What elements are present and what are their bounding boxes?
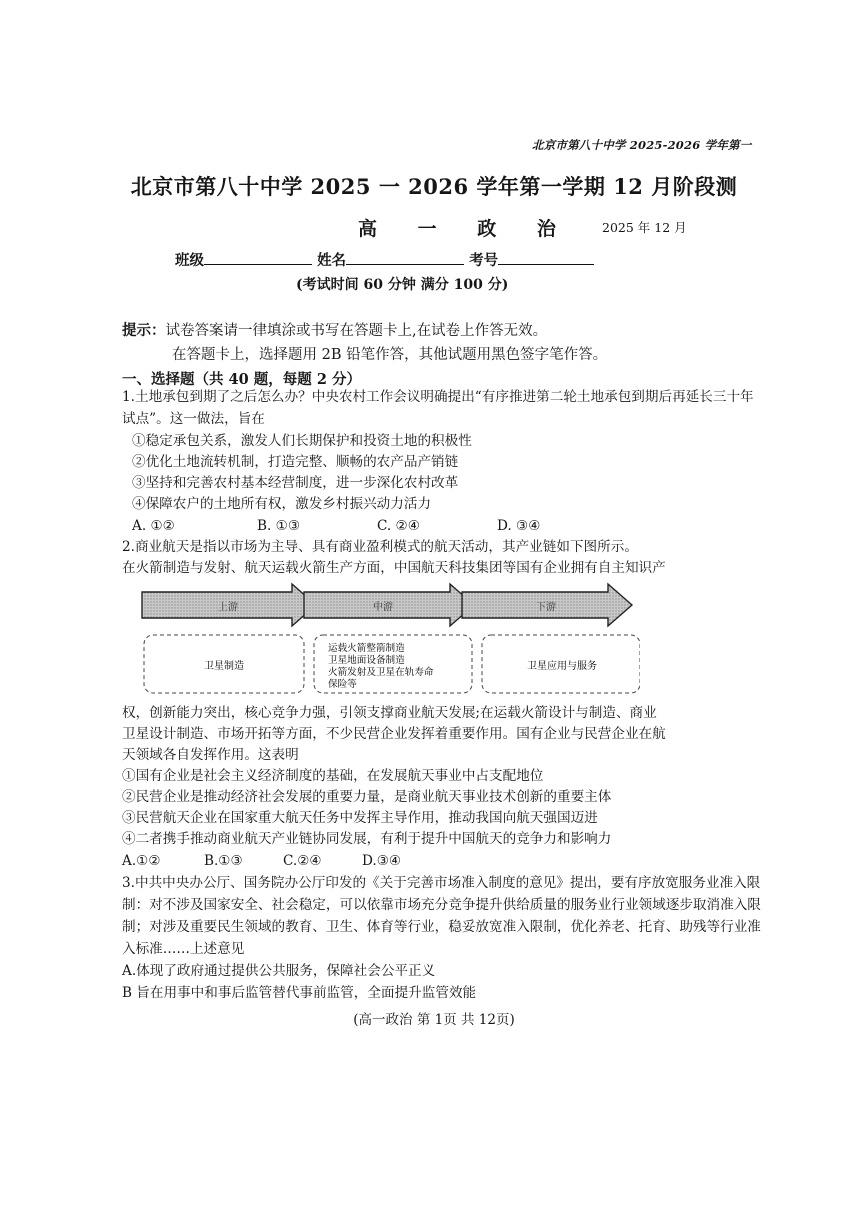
- tip-line-1: 提示：试卷答案请一律填涂或书写在答题卡上,在试卷上作答无效。: [122, 322, 548, 339]
- q1-stem-line-2: 试点”。这一做法，旨在: [122, 411, 265, 427]
- tip-line-2: 在答题卡上，选择题用 2B 铅笔作答，其他试题用黑色签字笔作答。: [172, 347, 608, 363]
- q3-stem-line: 制；对涉及重要民生领域的教育、卫生、体育等行业，稳妥放宽准入限制，优化养老、托育、助残等行业准: [122, 919, 761, 935]
- q2-stem-line-2: 在火箭制造与发射、航天运载火箭生产方面，中国航天科技集团等国有企业拥有自主知识产: [122, 560, 666, 576]
- q1-item: ④保障农户的土地所有权，激发乡村振兴动力活力: [132, 496, 432, 512]
- name-label: 姓名: [317, 252, 347, 269]
- midstream-box-text: 保险等: [328, 679, 357, 690]
- q1-item: ②优化土地流转机制，打造完整、顺畅的农产品产销链: [132, 454, 459, 470]
- stage-label-downstream: 下游: [536, 602, 556, 613]
- page-footer: (高一政治 第 1页 共 12页): [353, 1012, 515, 1028]
- q2-option-b: B.①③: [204, 853, 243, 869]
- midstream-box-text: 火箭发射及卫星在轨寿命: [328, 667, 434, 678]
- q1-option-b: B. ①③: [257, 518, 301, 534]
- midstream-box-text: 卫星地面设备制造: [328, 655, 405, 666]
- upstream-box-text: 卫星制造: [204, 661, 244, 672]
- midstream-box-text: 运载火箭整箭制造: [328, 643, 405, 654]
- stage-label-upstream: 上游: [218, 602, 238, 613]
- q2-text-line: 天领域各自发挥作用。这表明: [122, 747, 299, 763]
- q1-option-c: C. ②④: [377, 518, 420, 534]
- section-title: 一、选择题（共 40 题，每题 2 分）: [122, 371, 361, 388]
- q1-option-d: D. ③④: [497, 518, 541, 534]
- q2-item: ④二者携手推动商业航天产业链协同发展，有利于提升中国航天的竞争力和影响力: [122, 831, 612, 847]
- running-header: 北京市第八十中学 2025-2026 学年第一: [532, 138, 752, 152]
- tip-label: 提示：: [122, 322, 166, 339]
- exam-date: 2025 年 12 月: [602, 220, 687, 235]
- q1-item: ①稳定承包关系，激发人们长期保护和投资土地的积极性: [132, 433, 472, 449]
- q2-text-line: 权，创新能力突出，核心竞争力强，引领支撑商业航天发展;在运载火箭设计与制造、商业: [122, 705, 657, 721]
- q1-option-a: A. ①②: [132, 518, 175, 534]
- q2-item: ②民营企业是推动经济社会发展的重要力量，是商业航天事业技术创新的重要主体: [122, 789, 612, 805]
- exam-info: (考试时间 60 分钟 满分 100 分): [296, 277, 509, 293]
- q3-option-b: B 旨在用事中和事后监管替代事前监管，全面提升监管效能: [122, 985, 477, 1001]
- class-blank: [204, 250, 312, 265]
- q2-item: ①国有企业是社会主义经济制度的基础，在发展航天事业中占支配地位: [122, 768, 544, 784]
- exam-title: 北京市第八十中学 2025 一 2026 学年第一学期 12 月阶段测: [130, 174, 738, 199]
- q3-stem-line: 入标准……上述意见: [122, 941, 245, 957]
- industry-chain-diagram: [120, 580, 640, 702]
- q2-option-d: D.③④: [362, 853, 402, 869]
- q2-item: ③民营航天企业在国家重大航天任务中发挥主导作用，推动我国向航天强国迈进: [122, 810, 598, 826]
- q3-stem-line: 制：对不涉及国家安全、社会稳定，可以依靠市场充分竞争提升供给质量的服务业行业领域逐步取消准入限: [122, 897, 761, 913]
- exam-no-blank: [498, 250, 594, 265]
- student-info-fields: [175, 249, 594, 270]
- q2-option-a: A.①②: [122, 853, 161, 869]
- subject-title: 高 一 政 治: [358, 218, 573, 240]
- q2-option-c: C.②④: [283, 853, 322, 869]
- q2-stem-line-1: 2.商业航天是指以市场为主导、具有商业盈利模式的航天活动，其产业链如下图所示。: [122, 539, 638, 555]
- q1-stem-line-1: 1.土地承包到期了之后怎么办？中央农村工作会议明确提出“有序推进第二轮土地承包到期后再延长三十年: [122, 389, 754, 405]
- q3-stem-line: 3.中共中央办公厅、国务院办公厅印发的《关于完善市场准入制度的意见》提出，要有序放宽服务业准入限: [122, 875, 761, 891]
- q2-text-line: 卫星设计制造、市场开拓等方面，不少民营企业发挥着重要作用。国有企业与民营企业在航: [122, 726, 666, 742]
- q1-item: ③坚持和完善农村基本经营制度，进一步深化农村改革: [132, 475, 459, 491]
- class-label: 班级: [175, 252, 204, 269]
- name-blank: [346, 250, 464, 265]
- q3-option-a: A.体现了政府通过提供公共服务，保障社会公平正义: [122, 963, 436, 979]
- stage-label-midstream: 中游: [373, 602, 393, 613]
- downstream-box-text: 卫星应用与服务: [527, 661, 597, 672]
- exam-no-label: 考号: [469, 252, 499, 269]
